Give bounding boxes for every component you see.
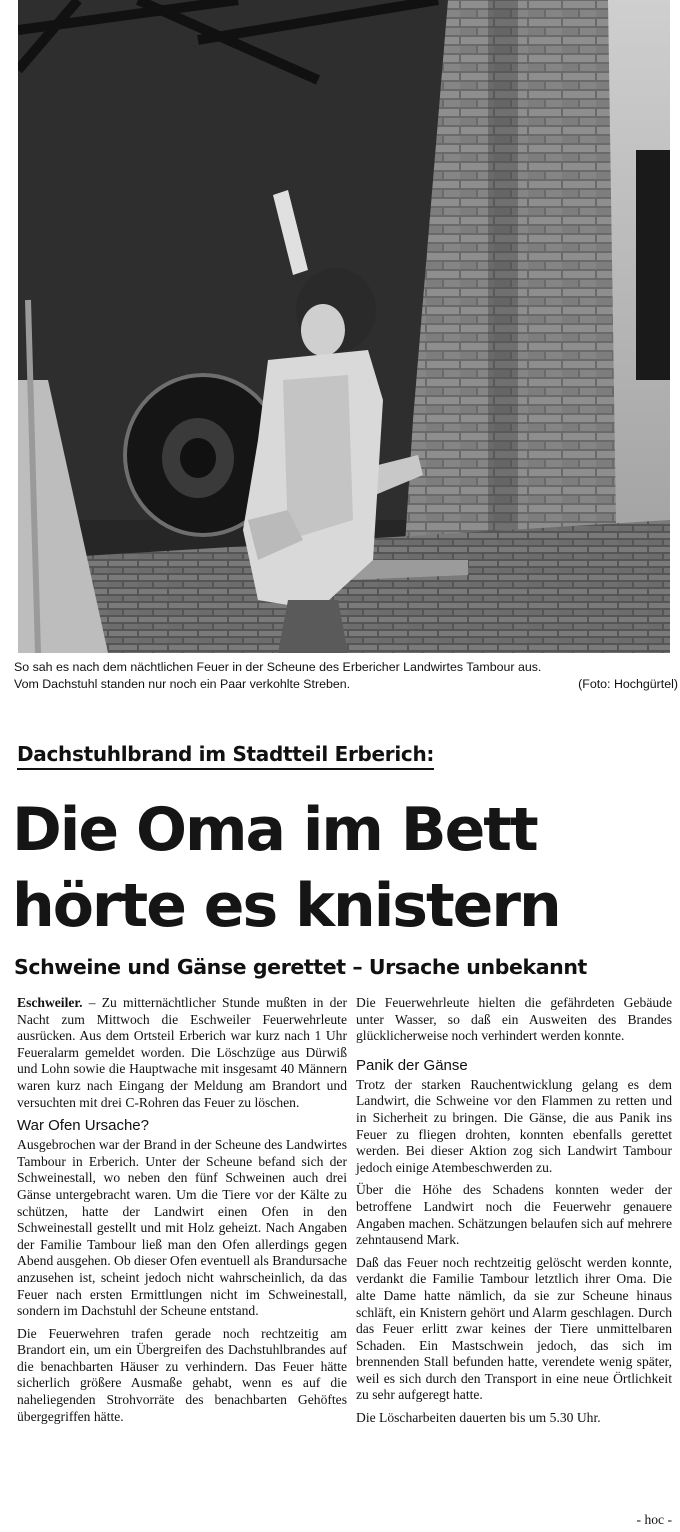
article-subheadline: Schweine und Gänse gerettet – Ursache unbekannt [14,955,587,979]
paragraph: Die Löscharbeiten dauerten bis um 5.30 Uhr. [356,1410,601,1426]
paragraph-text: – Zu mitternächtlicher Stunde mußten in der Nacht zum Mittwoch die Eschweiler Feuerwehrleute ausrücken. Aus dem Ortsteil Erberich war kurz nach 1 Uhr Feueralarm gemeldet worden. Die Löschzüge aus Dürwiß und Lohn sowie die Hauptwache mit insgesamt 40 Männern waren kurz nach Eingang der Meldung am Brandort und versuchten mit drei C-Rohren das Feuer zu löschen. [17,995,347,1110]
article-column-right [356,995,672,1427]
paragraph: Trotz der starken Rauchentwicklung gelang es dem Landwirt, die Schweine vor den Flammen zu retten und in Sicherheit zu bringen. Die Gänse, die aus Panik ins Feuer zu fliegen drohten, konnten ebenfalls gerettet werden. Bei dieser Aktion zog sich Landwirt Tambour jedoch einige Atembeschwerden zu. [356,1076,672,1175]
article-photo [18,0,670,653]
headline-line-1: Die Oma im Bett [12,795,537,865]
section-heading: Panik der Gänse [356,1056,468,1074]
headline-line-2: hörte es knistern [12,871,560,941]
article-kicker: Dachstuhlbrand im Stadtteil Erberich: [17,742,434,770]
paragraph: Daß das Feuer noch rechtzeitig gelöscht werden konnte, verdankt die Familie Tambour letztlich ihrer Oma. Die alte Dame hatte nämlich, da sie zur Scheune hinaus schläft, ein Knistern gehört und Alarm geschlagen. Durch das Feuer erlitt zwar keines der Tiere unmittelbaren Schaden. Ein Mastschwein jedoch, das sich im brennenden Stall befunden hatte, verendete wenig später, weil es sich durch den Transport in eine neue Örtlichkeit zu sehr aufgeregt hatte. [356,1254,672,1403]
paragraph: Die Feuerwehrleute hielten die gefährdeten Gebäude unter Wasser, so daß ein Ausweiten des Brandes glücklicherweise noch verhindert werden konnte. [356,995,672,1044]
paragraph: Über die Höhe des Schadens konnten weder der betroffene Landwirt noch die Feuerwehr genauere Angaben machen. Schätzungen belaufen sich auf mehrere zehntausend Mark. [356,1182,672,1248]
photo-firefighter-in-burned-barn-icon [18,0,670,653]
caption-line-2 [14,676,678,693]
article-column-left [17,995,347,1425]
caption-line-1: So sah es nach dem nächtlichen Feuer in der Scheune des Erbericher Landwirtes Tambour aus. [14,660,542,674]
paragraph: Die Feuerwehren trafen gerade noch rechtzeitig am Brandort ein, um ein Übergreifen des Dachstuhlbrandes auf die benachbarten Häuser zu verhindern. Das Feuer hätte sicherlich größere Ausmaße gehabt, wenn es auf die naheliegenden Strohvorräte des benachbarten Gehöftes übergegriffen hätte. [17,1325,347,1424]
paragraph [17,995,347,1111]
author-signature: - hoc - [636,1512,672,1527]
caption-text: Vom Dachstuhl standen nur noch ein Paar verkohlte Streben. [14,677,351,691]
section-heading: War Ofen Ursache? [17,1117,149,1135]
photo-caption [14,659,678,693]
paragraph: Ausgebrochen war der Brand in der Scheune des Landwirtes Tambour in Erberich. Unter der Scheune befand sich der Schweinestall, wo neben den fünf Schweinen auch drei Gänse untergebracht waren. Um die Tiere vor der Kälte zu schützen, hatte der Landwirt einen Ofen in den Schweinestall gestellt und mit Holz geheizt. Nach Angaben der Familie Tambour ließ man den Ofen allerdings gegen Abend ausgehen. Ob dieser Ofen eventuell als Brandursache anzusehen ist, scheint jedoch nicht wahrscheinlich, da das Feuer nach ersten Ermittlungen nicht im Schweinestall, sondern im Dachstuhl der Scheune entstand. [17,1137,347,1319]
photo-credit: (Foto: Hochgürtel) [578,677,678,691]
dateline: Eschweiler. [17,995,83,1010]
article-headline [12,792,560,944]
